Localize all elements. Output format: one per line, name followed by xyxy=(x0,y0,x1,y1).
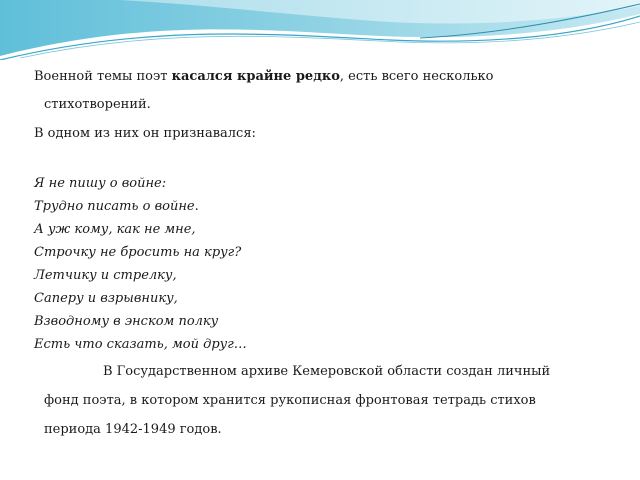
intro-paragraph-line1 xyxy=(34,69,494,85)
poem-line: А уж кому, как не мне, xyxy=(34,222,196,237)
poem-line: Трудно писать о войне. xyxy=(34,199,199,214)
intro-text-end: , есть всего несколько xyxy=(339,69,494,84)
intro-bold-phrase: касался крайне редко xyxy=(171,69,340,84)
poem-line: Строчку не бросить на круг? xyxy=(34,245,242,260)
poem-line: Взводному в энском полку xyxy=(34,314,219,329)
poem-block xyxy=(34,172,247,356)
decorative-wave-header xyxy=(0,0,640,60)
poem-line: Есть что сказать, мой друг… xyxy=(34,337,247,352)
archive-paragraph-line3: периода 1942-1949 годов. xyxy=(44,422,222,437)
archive-paragraph-line2: фонд поэта, в котором хранится рукописная фронтовая тетрадь стихов xyxy=(44,393,536,408)
poem-line: Саперу и взрывнику, xyxy=(34,291,178,306)
archive-paragraph-line1: В Государственном архиве Кемеровской области создан личный xyxy=(103,364,551,379)
intro-paragraph-line2: стихотворений. xyxy=(44,97,151,112)
poem-line: Летчику и стрелку, xyxy=(34,268,177,283)
intro-text-start: Военной темы поэт xyxy=(34,69,172,84)
confession-line: В одном из них он признавался: xyxy=(34,126,256,141)
poem-line: Я не пишу о войне: xyxy=(34,176,167,191)
